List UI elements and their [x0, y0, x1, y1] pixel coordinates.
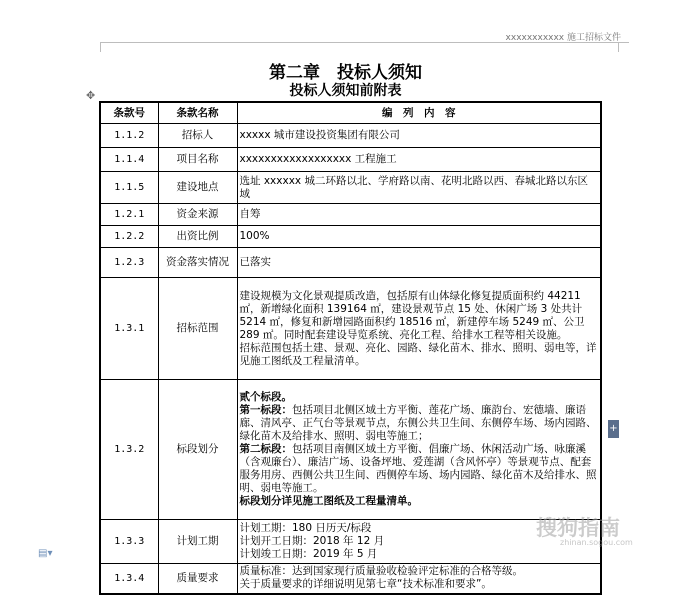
- clause-content: [237, 278, 601, 380]
- clause-no: 1.2.1: [100, 204, 158, 226]
- clause-name: 出资比例: [158, 226, 237, 248]
- bid-instructions-table: [99, 101, 602, 595]
- table-row: [100, 278, 601, 380]
- schedule-line: 计划工期：180 日历天/标段: [239, 522, 372, 534]
- clause-name: 质量要求: [158, 564, 237, 594]
- lot-heading: 第二标段：: [239, 443, 292, 455]
- header-clause-name: 条款名称: [158, 102, 237, 124]
- scope-paragraph: 建设规模为文化景观提质改造，包括原有山体绿化修复提质面积约 44211 ㎡，新增绿化面积 139164 ㎡，建设景观节点 15 处、休闲广场 3 处共计 5214 ㎡，修复和新增园路面积约 18516 ㎡，新建停车场 5249 ㎡、公卫 289 ㎡。同时配套建设导览系统、亮化工程、给排水工程等相关设施。: [239, 289, 585, 341]
- table-row: [100, 124, 601, 148]
- move-icon[interactable]: ✥: [86, 89, 96, 102]
- table-row: [100, 564, 601, 594]
- clause-content: [237, 564, 601, 594]
- clause-no: 1.3.3: [100, 520, 158, 564]
- table-row: [100, 226, 601, 248]
- clause-no: 1.3.1: [100, 278, 158, 380]
- clause-no: 1.3.4: [100, 564, 158, 594]
- clause-name: 资金来源: [158, 204, 237, 226]
- lot-heading: 标段划分详见施工图纸及工程量清单。: [239, 495, 418, 507]
- table-row: [100, 380, 601, 520]
- clause-content: xxxxx 城市建设投资集团有限公司: [237, 124, 601, 148]
- clause-no: 1.1.2: [100, 124, 158, 148]
- table-row: [100, 172, 601, 204]
- chapter-title: 第二章 投标人须知: [269, 63, 422, 83]
- clause-name: 资金落实情况: [158, 248, 237, 278]
- table-row: [100, 520, 601, 564]
- quality-line: 质量标准：达到国家现行质量验收检验评定标准的合格等级。: [239, 565, 523, 578]
- clause-content: 已落实: [237, 248, 601, 278]
- margin-corner-right: [618, 42, 629, 52]
- clause-no: 1.2.3: [100, 248, 158, 278]
- lot-paragraph: [240, 495, 599, 508]
- clause-name: 招标范围: [158, 278, 237, 380]
- lot-text: 包括项目南侧区域土方平衡、倡廉广场、休闲活动广场、咏廉溪（含观廉台）、廉洁广场、设备坪地、爱莲湖（含风怀亭）等景观节点、配套服务用房、西侧公共卫生间、西侧停车场、场内园路、绿化苗木及给排水、照明、弱电等施工。: [239, 443, 597, 494]
- clause-no: 1.1.4: [100, 148, 158, 172]
- clause-content: 100%: [237, 226, 601, 248]
- lot-heading: 第一标段：: [239, 404, 292, 416]
- schedule-line: 计划开工日期：2018 年 12 月: [239, 535, 385, 547]
- page-header-rule: [100, 42, 629, 43]
- watermark-url: zhinan.sogou.com: [560, 538, 633, 547]
- page-header-doc-name: xxxxxxxxxxx 施工招标文件: [505, 33, 621, 43]
- table-header-row: [100, 102, 601, 124]
- lot-paragraph: [240, 404, 599, 443]
- clause-content: 自筹: [237, 204, 601, 226]
- clause-name: 项目名称: [158, 148, 237, 172]
- margin-corner-left: [90, 42, 101, 52]
- watermark-logo: 搜狗指南: [536, 516, 620, 540]
- clause-name: 建设地点: [158, 172, 237, 204]
- lot-text: 包括项目北侧区域土方平衡、莲花广场、廉韵台、宏德墙、廉语廊、清风亭、正气台等景观节点，东侧公共卫生间、东侧停车场、场内园路、绿化苗木及给排水、照明、弱电等施工；: [239, 404, 597, 442]
- clause-content: xxxxxxxxxxxxxxxxxx 工程施工: [237, 148, 601, 172]
- quality-line: 关于质量要求的详细说明见第七章“技术标准和要求”。: [239, 578, 492, 591]
- table-title: 投标人须知前附表: [289, 83, 402, 99]
- table-row: [100, 148, 601, 172]
- table-row: [100, 248, 601, 278]
- table-row: [100, 204, 601, 226]
- clause-no: 1.2.2: [100, 226, 158, 248]
- clause-no: 1.3.2: [100, 380, 158, 520]
- lot-heading: 贰个标段。: [239, 391, 292, 403]
- schedule-line: 计划竣工日期：2019 年 5 月: [239, 548, 378, 560]
- clause-content: 选址 xxxxxx 城二环路以北、学府路以南、花明北路以西、春城北路以东区域: [237, 172, 601, 204]
- clause-no: 1.1.5: [100, 172, 158, 204]
- lot-paragraph: [240, 391, 599, 404]
- document-icon[interactable]: ▤▾: [38, 548, 53, 559]
- scope-paragraph: 招标范围包括土建、景观、亮化、园路、绿化苗木、排水、照明、弱电等，详见施工图纸及工程量清单。: [239, 341, 597, 367]
- header-clause-no: 条款号: [100, 102, 158, 124]
- header-content: 编 列 内 容: [237, 102, 601, 124]
- lot-paragraph: [240, 443, 599, 495]
- clause-name: 计划工期: [158, 520, 237, 564]
- clause-name: 标段划分: [158, 380, 237, 520]
- clause-content: [237, 380, 601, 520]
- clause-name: 招标人: [158, 124, 237, 148]
- plus-icon[interactable]: +: [608, 420, 619, 438]
